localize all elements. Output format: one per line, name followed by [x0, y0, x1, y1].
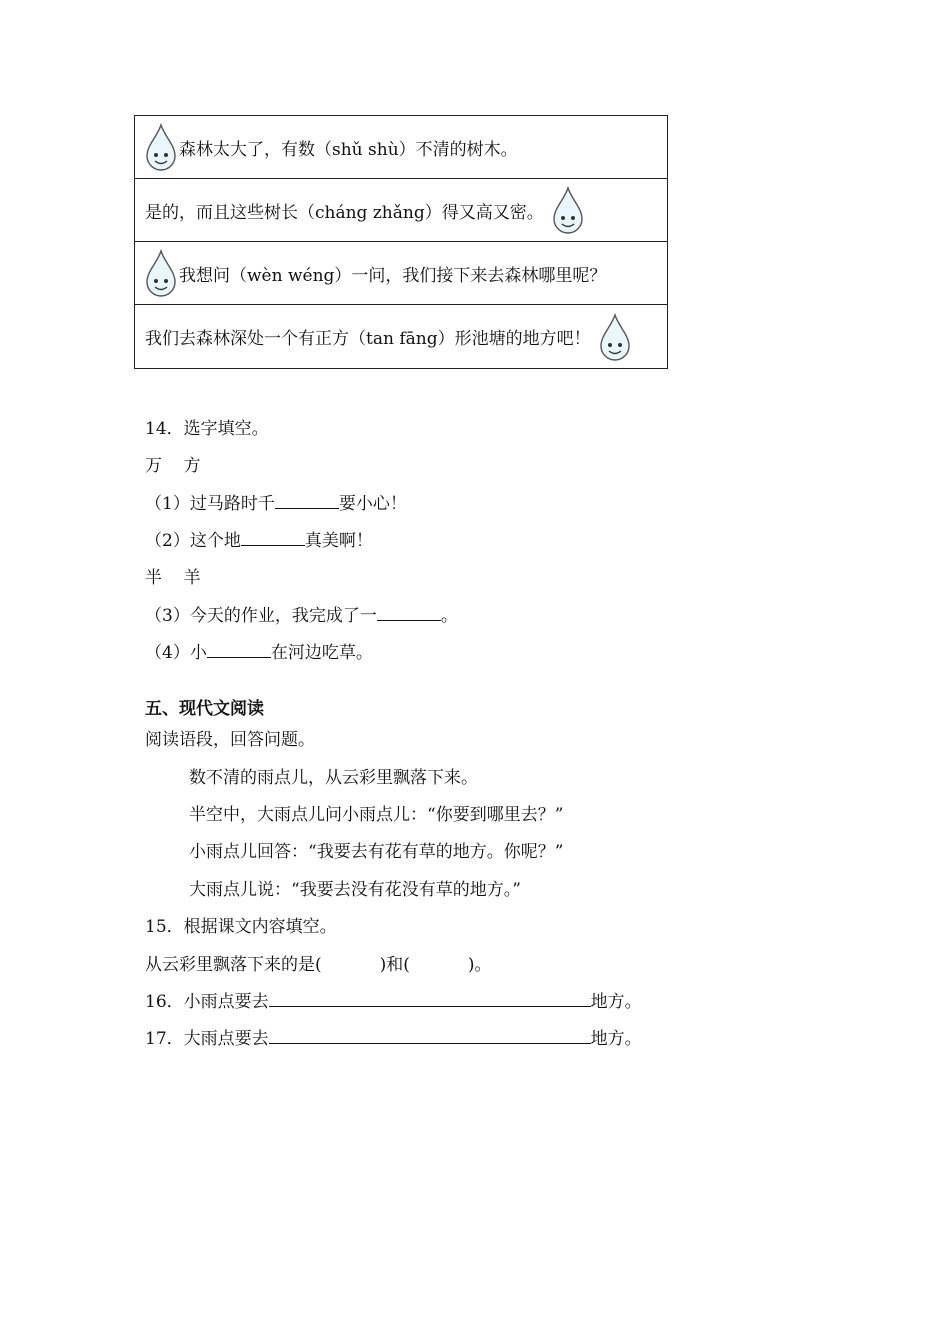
- item-suffix: 地方。: [590, 1029, 642, 1049]
- q14-choices-1: 万 方: [145, 456, 201, 476]
- item-prefix: （2）这个地: [145, 531, 241, 551]
- raindrop-icon: [599, 313, 631, 361]
- dialogue-text: 我想问（wèn wéng）一问，我们接下来去森林哪里呢？: [179, 265, 607, 286]
- item-prefix: 从云彩里飘落下来的是(: [145, 955, 322, 975]
- answer-blank[interactable]: [269, 1025, 591, 1044]
- q16-item: [145, 987, 642, 1012]
- q17-item: [145, 1024, 642, 1049]
- dialogue-row: [135, 305, 667, 368]
- dialogue-row: [135, 242, 667, 305]
- item-prefix: 16．小雨点要去: [145, 992, 269, 1012]
- item-suffix: 地方。: [590, 992, 642, 1012]
- dialogue-row: [135, 116, 667, 179]
- item-prefix: （4）小: [145, 643, 207, 663]
- passage-paragraph: 小雨点儿回答：“我要去有花有草的地方。你呢？”: [189, 842, 564, 862]
- item-suffix: 在河边吃草。: [270, 643, 373, 663]
- section-intro: 阅读语段，回答问题。: [145, 730, 315, 750]
- q14-item-3: [145, 601, 458, 626]
- item-middle: )和(: [379, 955, 410, 975]
- dialogue-text: 森林太大了，有数（shǔ shù）不清的树木。: [179, 139, 518, 160]
- q14-item-2: [145, 526, 373, 551]
- answer-blank[interactable]: [269, 988, 591, 1007]
- item-prefix: 17．大雨点要去: [145, 1029, 269, 1049]
- item-suffix: 。: [440, 606, 458, 626]
- q15-title: 15．根据课文内容填空。: [145, 917, 337, 937]
- q14-choices-2: 半 羊: [145, 568, 201, 588]
- dialogue-text: 我们去森林深处一个有正方（tan fāng）形池塘的地方吧！: [145, 329, 591, 349]
- raindrop-icon: [145, 249, 177, 297]
- answer-blank[interactable]: [207, 639, 271, 658]
- item-suffix: 要小心！: [338, 494, 407, 514]
- q14-item-1: [145, 489, 407, 514]
- item-prefix: （3）今天的作业，我完成了一: [145, 606, 377, 626]
- dialogue-text: 是的，而且这些树长（cháng zhǎng）得又高又密。: [145, 202, 544, 223]
- answer-blank[interactable]: [377, 602, 441, 621]
- dialogue-table: [134, 115, 668, 369]
- answer-blank[interactable]: [241, 527, 305, 546]
- raindrop-icon: [552, 186, 584, 234]
- item-suffix: 真美啊！: [304, 531, 373, 551]
- passage-paragraph: 大雨点儿说：“我要去没有花没有草的地方。”: [189, 880, 521, 900]
- dialogue-row: [135, 179, 667, 242]
- passage-paragraph: 半空中，大雨点儿问小雨点儿：“你要到哪里去？”: [189, 805, 564, 825]
- raindrop-icon: [145, 123, 177, 171]
- item-suffix: )。: [467, 955, 492, 975]
- q14-title: 14．选字填空。: [145, 419, 269, 439]
- item-prefix: （1）过马路时千: [145, 494, 275, 514]
- q15-item: [145, 950, 492, 975]
- passage-paragraph: 数不清的雨点儿，从云彩里飘落下来。: [189, 768, 478, 788]
- answer-blank[interactable]: [275, 490, 339, 509]
- section-heading: 五、现代文阅读: [145, 699, 264, 719]
- q14-item-4: [145, 638, 373, 663]
